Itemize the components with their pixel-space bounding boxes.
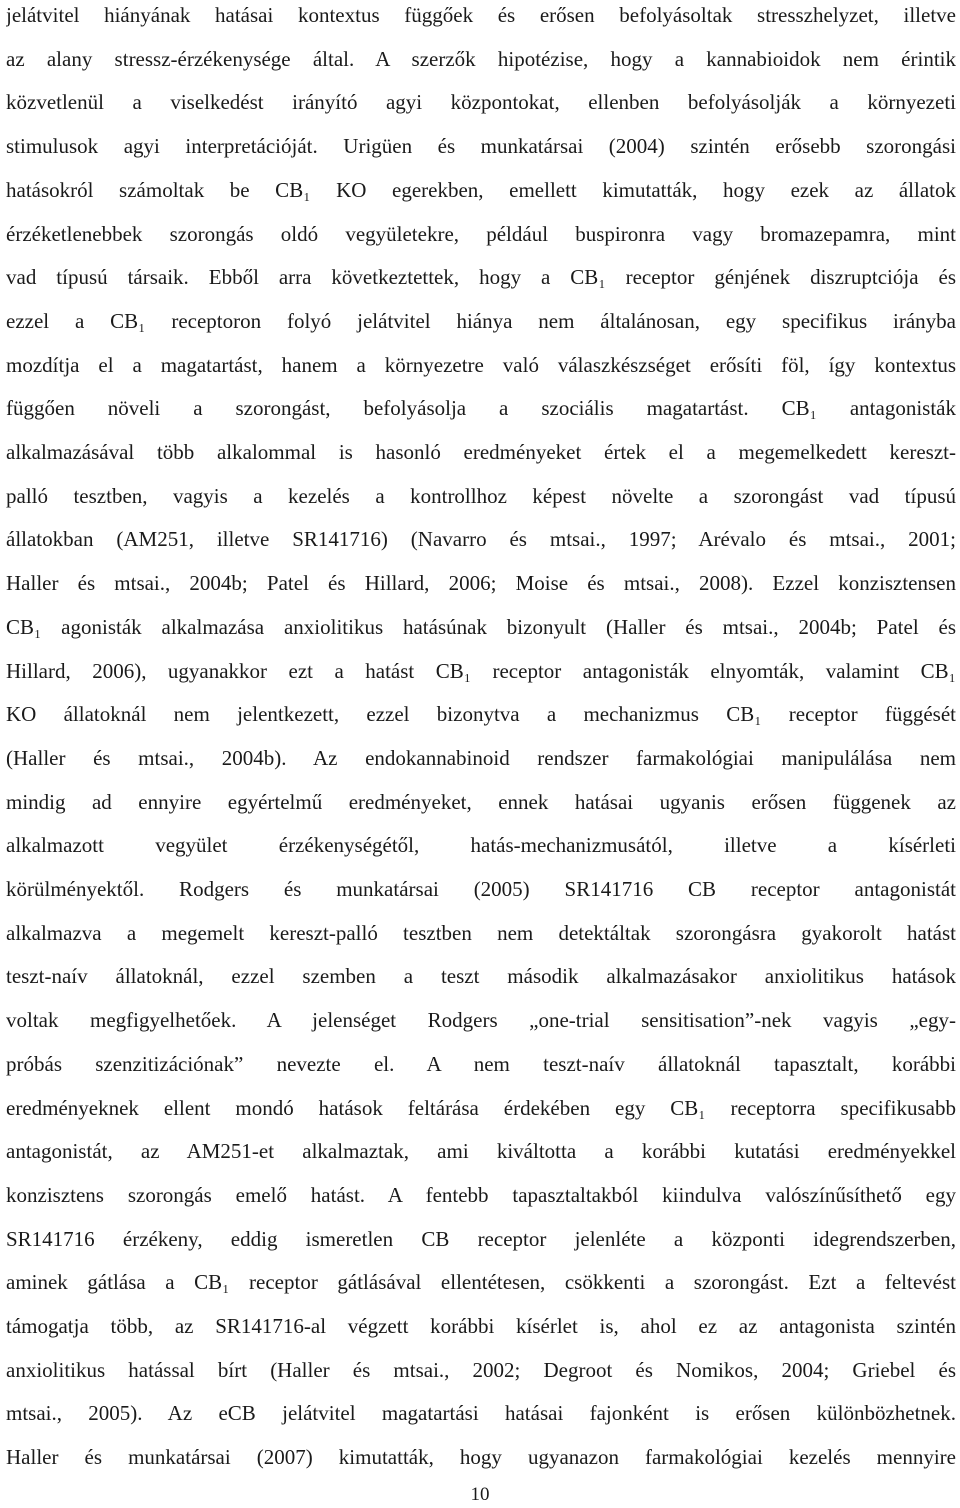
text-line: Hillard, 2006), ugyanakkor ezt a hatást CB₁ receptor antagonisták elnyomták, valamint CB₁ [6, 658, 956, 683]
text-line: alkalmazott vegyület érzékenységétől, hatás-mechanizmusától, illetve a kísérleti [6, 833, 956, 858]
text-line: jelátvitel hiányának hatásai kontextus függőek és erősen befolyásoltak stresszhelyzet, illetve [6, 3, 956, 27]
text-line: KO állatoknál nem jelentkezett, ezzel bizonytva a mechanizmus CB₁ receptor függését [6, 702, 956, 727]
text-line: az alany stressz-érzékenysége által. A szerzők hipotézise, hogy a kannabioidok nem érintik [6, 46, 956, 71]
text-line: teszt-naív állatoknál, ezzel szemben a teszt második alkalmazásakor anxiolitikus hatások [6, 964, 956, 989]
text-line: körülményektől. Rodgers és munkatársai (2005) SR141716 CB receptor antagonistát [6, 877, 956, 901]
text-line: aminek gátlása a CB₁ receptor gátlásával ellentétesen, csökkenti a szorongást. Ezt a feltevést [6, 1270, 956, 1295]
text-line: alkalmazásával több alkalommal is hasonló eredményeket értek el a megemelkedett kereszt- [6, 440, 956, 464]
text-line: (Haller és mtsai., 2004b). Az endokannabinoid rendszer farmakológiai manipulálása nem [6, 745, 956, 770]
text-line: érzéketlenebbek szorongás oldó vegyületekre, például buspironra vagy bromazepamra, mint [6, 221, 956, 246]
text-line: konzisztens szorongás emelő hatást. A fentebb tapasztaltakból kiindulva valószínűsíthető egy [6, 1182, 956, 1207]
text-line: alkalmazva a megemelt kereszt-palló tesztben nem detektáltak szorongásra gyakorolt hatást [6, 920, 956, 945]
page-number: 10 [470, 1484, 490, 1505]
text-line: mindig ad ennyire egyértelmű eredményeket, ennek hatásai ugyanis erősen függenek az [6, 789, 956, 814]
text-line: támogatja több, az SR141716-al végzett korábbi kísérlet is, ahol ez az antagonista szintén [6, 1314, 956, 1338]
text-line: hatásokról számoltak be CB₁ KO egerekben, emellett kimutatták, hogy ezek az állatok [6, 177, 956, 202]
text-line: palló tesztben, vagyis a kezelés a kontrollhoz képest növelte a szorongást vad típusú [6, 483, 956, 508]
text-line: mozdítja el a magatartást, hanem a környezetre való válaszkészséget erősíti föl, így kontextus [6, 352, 956, 377]
text-line: állatokban (AM251, illetve SR141716) (Navarro és mtsai., 1997; Arévalo és mtsai., 2001; [6, 527, 956, 552]
text-line: ezzel a CB₁ receptoron folyó jelátvitel hiánya nem általánosan, egy specifikus irányba [6, 308, 956, 333]
text-line: próbás szenzitizációnak” nevezte el. A nem teszt-naív állatoknál tapasztalt, korábbi [6, 1051, 956, 1076]
text-line: voltak megfigyelhetőek. A jelenséget Rodgers „one-trial sensitisation”-nek vagyis „egy- [6, 1008, 956, 1033]
text-line: mtsai., 2005). Az eCB jelátvitel magatartási hatásai fajonként is erősen különbözhetnek. [6, 1401, 956, 1426]
text-line: antagonistát, az AM251-et alkalmaztak, ami kiváltotta a korábbi kutatási eredményekkel [6, 1139, 956, 1164]
text-line: Haller és mtsai., 2004b; Patel és Hillard, 2006; Moise és mtsai., 2008). Ezzel konzisztensen [6, 571, 956, 596]
text-line: anxiolitikus hatással bírt (Haller és mtsai., 2002; Degroot és Nomikos, 2004; Griebel és [6, 1357, 956, 1382]
text-line: stimulusok agyi interpretációját. Urigüen és munkatársai (2004) szintén erősebb szorongási [6, 134, 956, 159]
text-line: SR141716 érzékeny, eddig ismeretlen CB receptor jelenléte a központi idegrendszerben, [6, 1226, 956, 1251]
text-line: vad típusú társaik. Ebből arra következtettek, hogy a CB₁ receptor génjének diszruptciója és [6, 265, 956, 290]
text-line: közvetlenül a viselkedést irányító agyi központokat, ellenben befolyásolják a környezeti [6, 90, 956, 115]
text-line: Haller és munkatársai (2007) kimutatták, hogy ugyanazon farmakológiai kezelés mennyire [6, 1445, 956, 1470]
text-line: eredményeknek ellent mondó hatások feltárása érdekében egy CB₁ receptorra specifikusabb [6, 1095, 956, 1120]
text-line: CB₁ agonisták alkalmazása anxiolitikus hatásúnak bizonyult (Haller és mtsai., 2004b; Patel és [6, 614, 956, 639]
text-line: függően növeli a szorongást, befolyásolja a szociális magatartást. CB₁ antagonisták [6, 396, 956, 421]
